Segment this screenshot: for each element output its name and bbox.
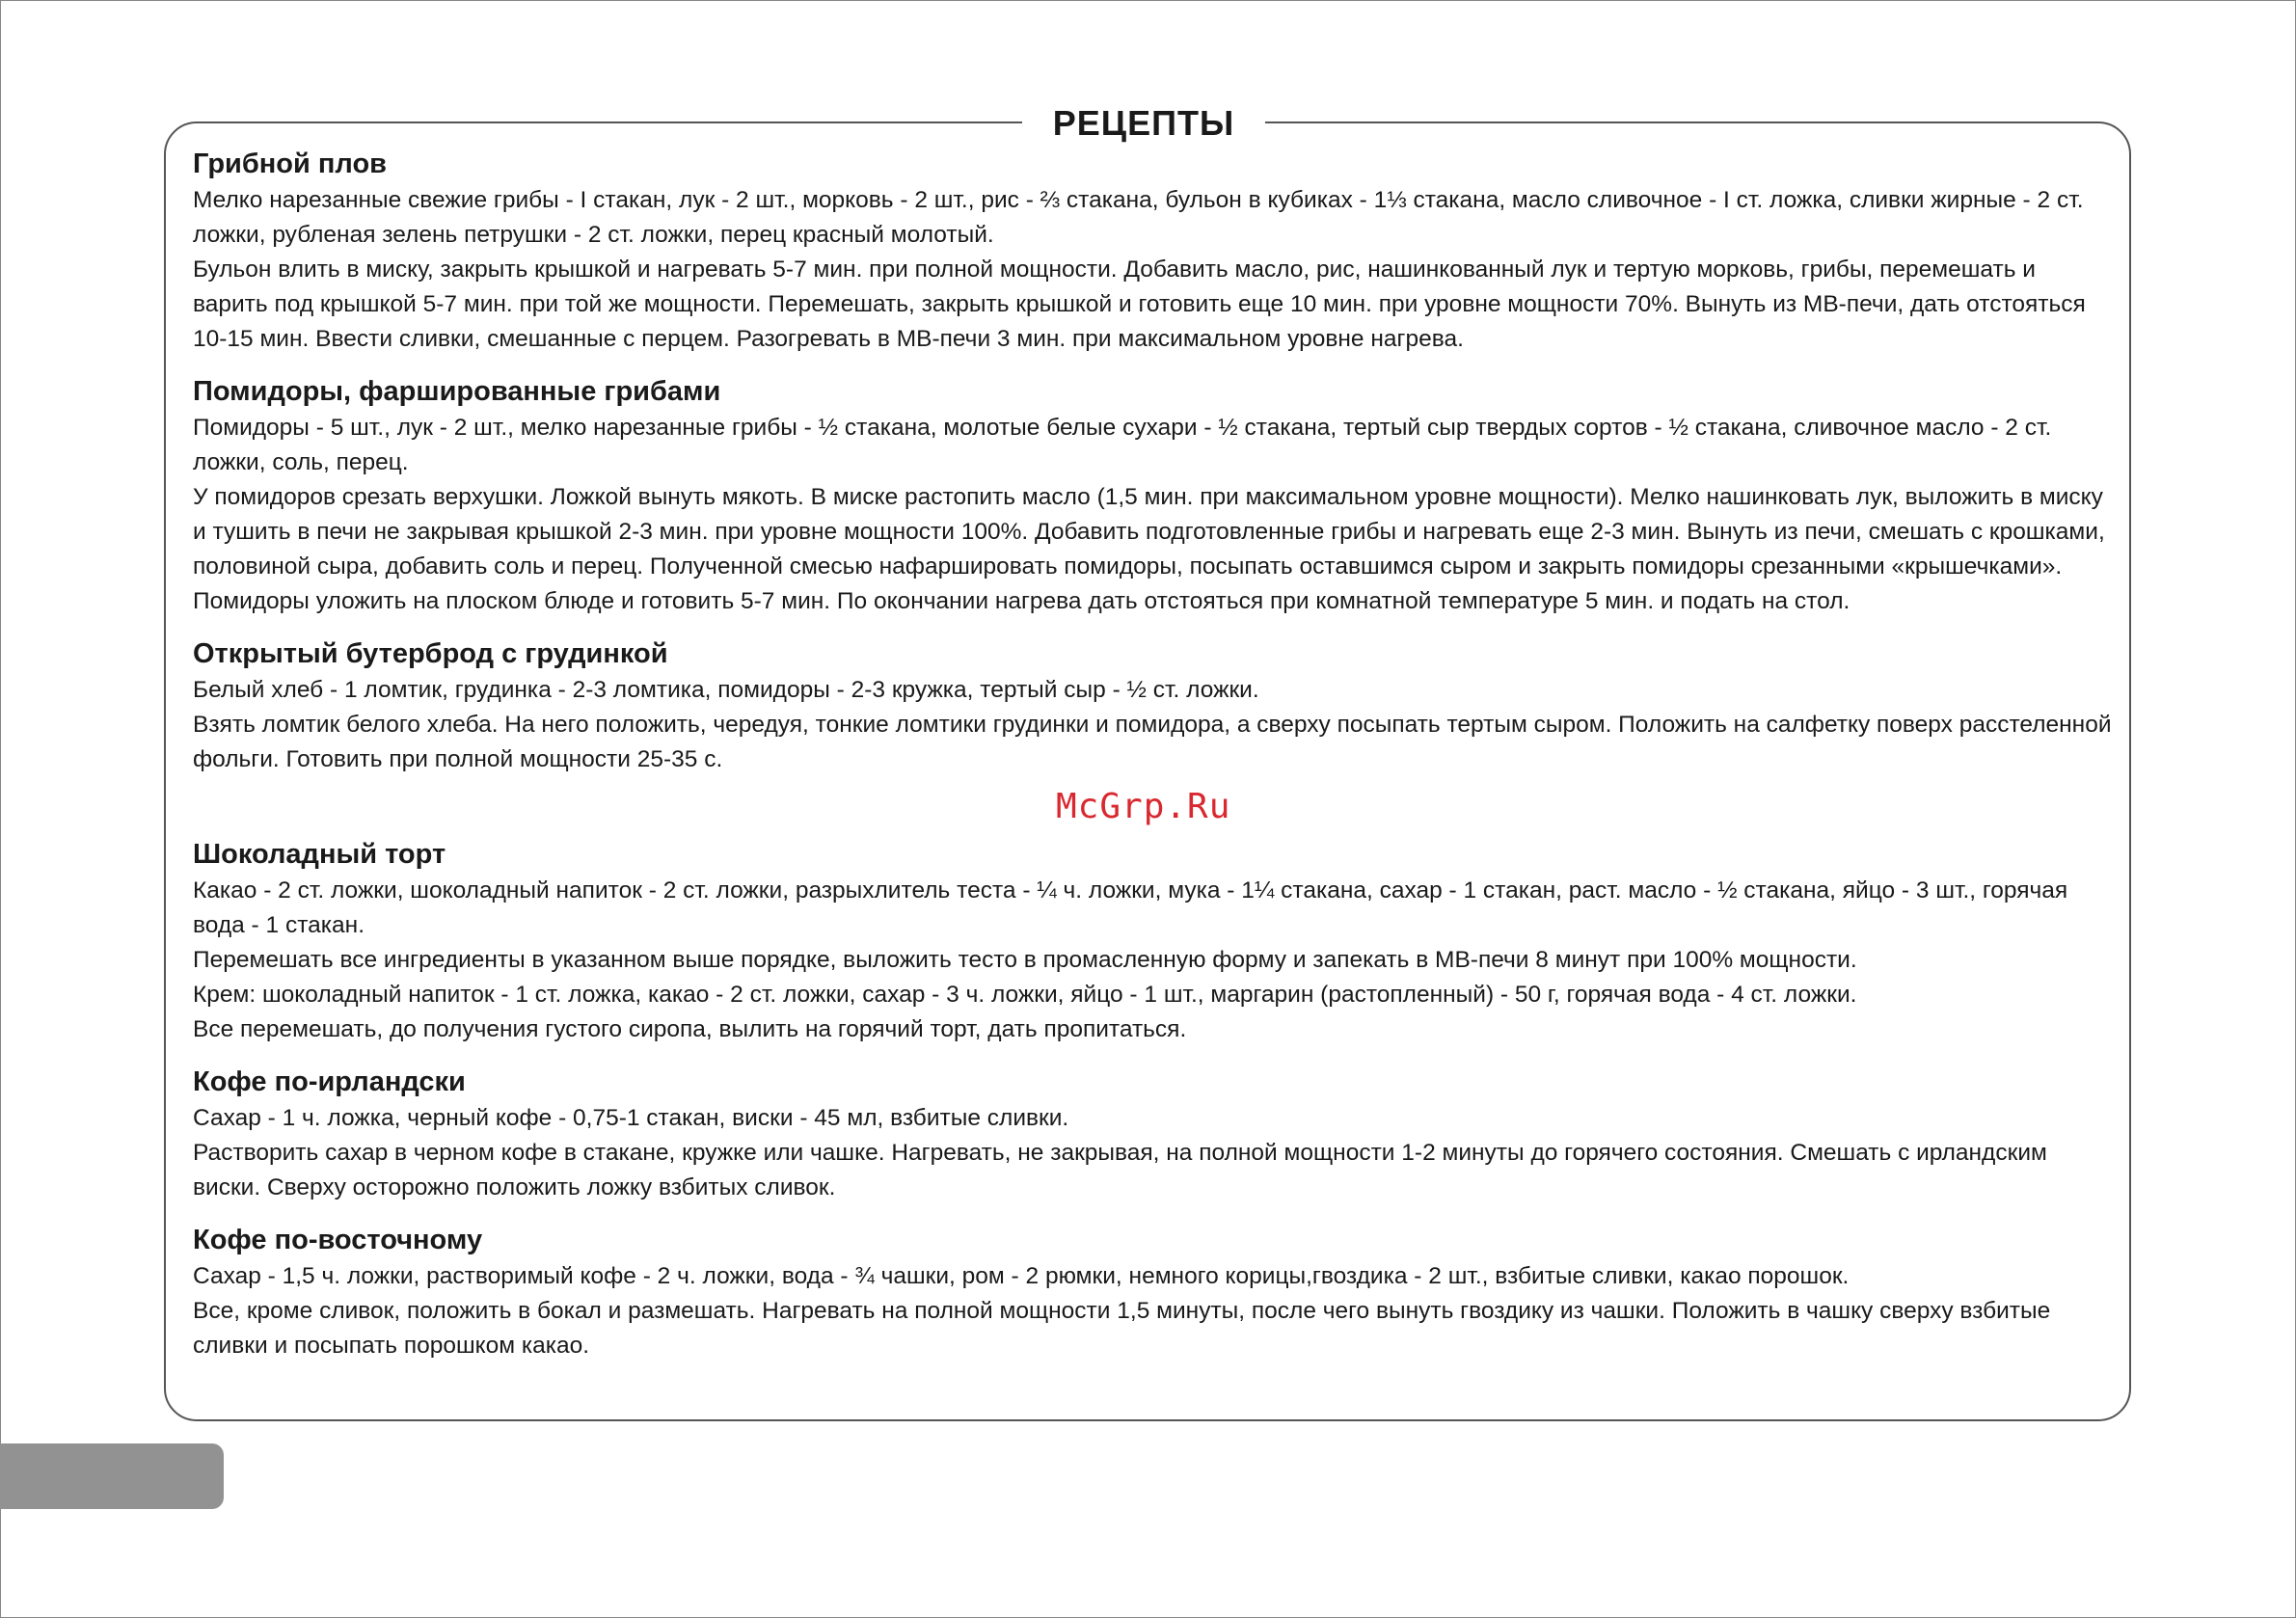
recipe-ingredients: Помидоры - 5 шт., лук - 2 шт., мелко нарезанные грибы - ½ стакана, молотые белые сухари - ½ стакана, тертый сыр твердых сортов - ½ стакана, сливочное масло - 2 ст. ложки, соль, перец.: [193, 415, 2052, 475]
title-container: [1022, 94, 1265, 152]
recipe-ingredients: Какао - 2 ст. ложки, шоколадный напиток - 2 ст. ложки, разрыхлитель теста - ¼ ч. ложки, мука - 1¼ стакана, сахар - 1 стакан, раст. масло - ½ стакана, яйцо - 3 шт., горячая вода - 1 стакан.: [193, 877, 2068, 938]
recipe-instructions: Растворить сахар в черном кофе в стакане, кружке или чашке. Нагревать, не закрывая, на полной мощности 1-2 минуты до горячего состояния. Смешать с ирландским виски. Сверху осторожно положить ложку взбитых сливок.: [193, 1140, 2047, 1200]
recipe-ingredients: Белый хлеб - 1 ломтик, грудинка - 2-3 ломтика, помидоры - 2-3 кружка, тертый сыр - ½ ст. ложки.: [193, 677, 1259, 703]
watermark-text: McGrp.Ru: [1056, 787, 1231, 826]
recipe-cream: Крем: шоколадный напиток - 1 ст. ложка, какао - 2 ст. ложки, сахар - 3 ч. ложки, яйцо - 1 шт., маргарин (растопленный) - 50 г, горячая вода - 4 ст. ложки.: [193, 982, 1857, 1008]
page-number-tab: [0, 1443, 224, 1509]
recipe-title: Помидоры, фаршированные грибами: [193, 376, 721, 407]
recipe-ingredients: Сахар - 1 ч. ложка, черный кофе - 0,75-1 стакан, виски - 45 мл, взбитые сливки.: [193, 1105, 1069, 1131]
recipe-finish: Все перемешать, до получения густого сиропа, вылить на горячий торт, дать пропитаться.: [193, 1016, 1187, 1042]
page-title: РЕЦЕПТЫ: [1052, 103, 1235, 143]
recipe-oriental-coffee: [193, 1221, 2112, 1363]
recipe-title: Открытый бутерброд с грудинкой: [193, 638, 668, 669]
recipe-instructions: Взять ломтик белого хлеба. На него положить, чередуя, тонкие ломтики грудинки и помидора, а сверху посыпать тертым сыром. Положить на салфетку поверх расстеленной фольги. Готовить при полной мощности 25-35 с.: [193, 712, 2112, 772]
recipe-instructions: Все, кроме сливок, положить в бокал и размешать. Нагревать на полной мощности 1,5 минуты, после чего вынуть гвоздику из чашки. Положить в чашку сверху взбитые сливки и посыпать порошком какао.: [193, 1298, 2051, 1359]
recipe-chocolate-cake: [193, 835, 2112, 1047]
recipe-title: Кофе по-ирландски: [193, 1066, 466, 1097]
recipe-open-sandwich: [193, 634, 2112, 777]
recipe-ingredients: Сахар - 1,5 ч. ложки, растворимый кофе - 2 ч. ложки, вода - ¾ чашки, ром - 2 рюмки, немного корицы,гвоздика - 2 шт., взбитые сливки, какао порошок.: [193, 1263, 1850, 1289]
recipe-title: Кофе по-восточному: [193, 1225, 483, 1255]
recipe-instructions: У помидоров срезать верхушки. Ложкой вынуть мякоть. В миске растопить масло (1,5 мин. при максимальном уровне мощности). Мелко нашинковать лук, выложить в миску и тушить в печи не закрывая крышкой 2-3 мин. при уровне мощности 100%. Добавить подготовленные грибы и нагревать еще 2-3 мин. Вынуть из печи, смешать с крошками, половиной сыра, добавить соль и перец. Полученной смесью нафаршировать помидоры, посыпать оставшимся сыром и закрыть помидоры срезанными «крышечками». Помидоры уложить на плоском блюде и готовить 5-7 мин. По окончании нагрева дать отстояться при комнатной температуре 5 мин. и подать на стол.: [193, 484, 2105, 614]
recipe-ingredients: Мелко нарезанные свежие грибы - I стакан, лук - 2 шт., морковь - 2 шт., рис - ⅔ стакана, бульон в кубиках - 1⅓ стакана, масло сливочное - I ст. ложка, сливки жирные - 2 ст. ложки, рубленая зелень петрушки - 2 ст. ложки, перец красный молотый.: [193, 187, 2084, 248]
recipe-mushroom-pilaf: [193, 145, 2112, 357]
recipe-instructions: Бульон влить в миску, закрыть крышкой и нагревать 5-7 мин. при полной мощности. Добавить масло, рис, нашинкованный лук и тертую морковь, грибы, перемешать и варить под крышкой 5-7 мин. при той же мощности. Перемешать, закрыть крышкой и готовить еще 10 мин. при уровне мощности 70%. Вынуть из МВ-печи, дать отстояться 10-15 мин. Ввести сливки, смешанные с перцем. Разогревать в МВ-печи 3 мин. при максимальном уровне нагрева.: [193, 256, 2086, 352]
recipe-instructions: Перемешать все ингредиенты в указанном выше порядке, выложить тесто в промасленную форму и запекать в МВ-печи 8 минут при 100% мощности.: [193, 947, 1857, 973]
recipes-content: [193, 145, 2112, 1363]
recipe-title: Грибной плов: [193, 148, 388, 179]
recipe-title: Шоколадный торт: [193, 839, 446, 870]
recipe-stuffed-tomatoes: [193, 372, 2112, 619]
recipe-irish-coffee: [193, 1063, 2112, 1205]
